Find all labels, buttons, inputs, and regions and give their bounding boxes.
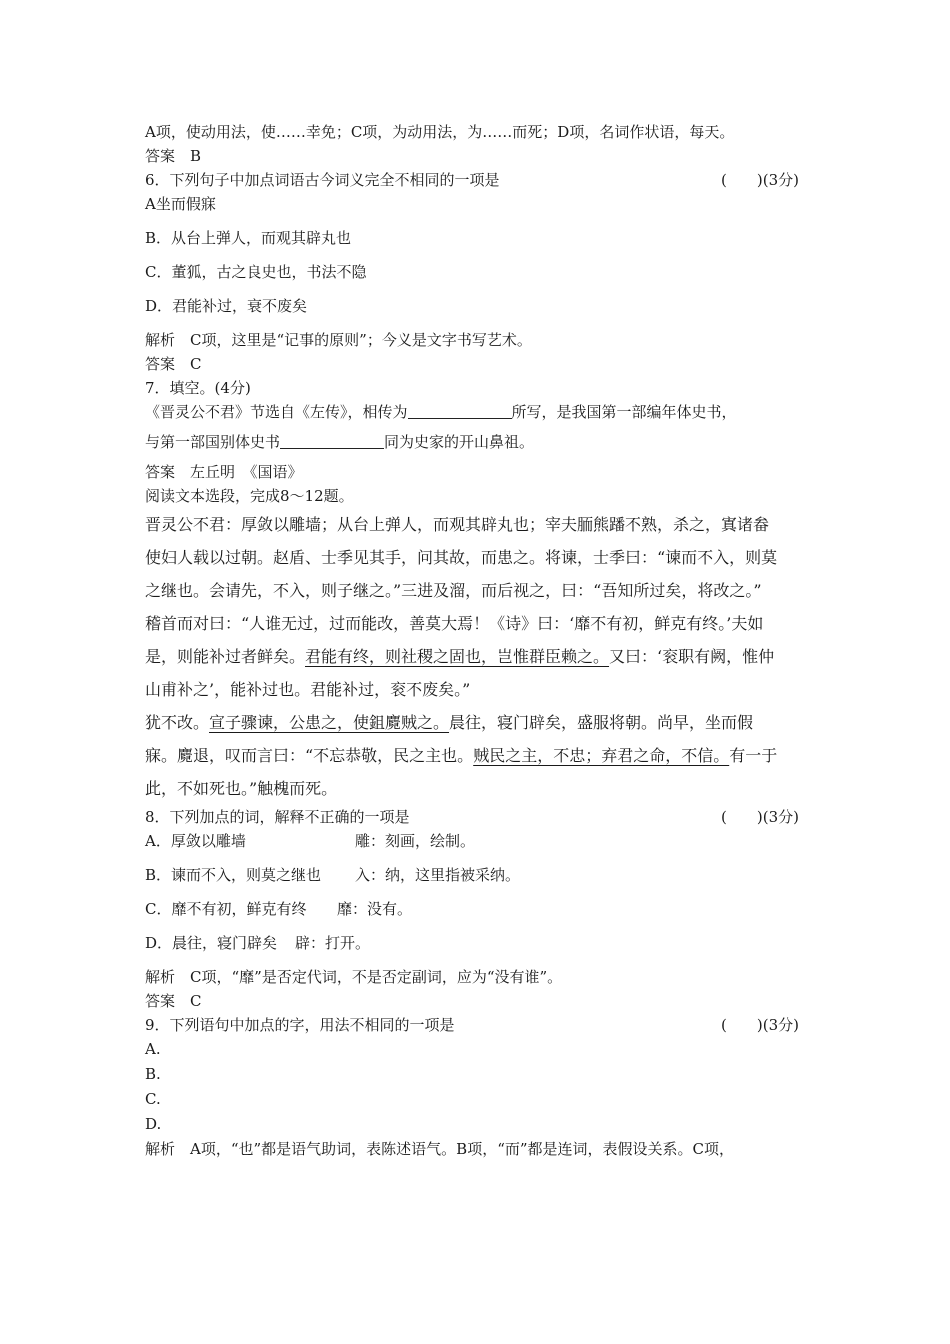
q5-analysis: A项，使动用法，使……幸免；C项，为动用法，为……而死；D项，名词作状语，每天。 xyxy=(145,123,735,141)
passage-text: 寐。麑退，叹而言曰：“不忘恭敬，民之主也。 xyxy=(145,746,474,765)
q9-analysis: 解析 A项，“也”都是语气助词，表陈述语气。B项，“而”都是连词，表假设关系。C项， xyxy=(145,1140,735,1158)
q7-fill-text-1b: 所写，是我国第一部编年体史书， xyxy=(511,403,737,421)
q6-analysis: 解析 C项，这里是“记事的原则”；今义是文字书写艺术。 xyxy=(145,331,532,349)
q7-fill-line-1 xyxy=(145,400,807,430)
q8-option-a-text: A．厚敛以雕墙 xyxy=(145,832,246,850)
q7-fill-line-2 xyxy=(145,430,807,460)
q8-option-d-gloss: 辟：打开。 xyxy=(295,934,371,952)
document-page xyxy=(145,120,807,1161)
underlined-sentence: 宣子骤谏，公患之，使鉏麑贼之。 xyxy=(209,713,450,732)
passage-line: 此，不如死也。”触槐而死。 xyxy=(145,779,338,798)
q9-stem xyxy=(145,1013,807,1037)
q6-option-a: A坐而假寐 xyxy=(145,195,216,213)
passage-text: 又曰：‘衮职有阙，惟仲 xyxy=(609,647,775,666)
q8-option-c xyxy=(145,897,807,931)
q8-option-d-text: D．晨往，寝门辟矣 xyxy=(145,934,278,952)
q8-option-d xyxy=(145,931,807,965)
passage-line: 山甫补之’，能补过也。君能补过，衮不废矣。” xyxy=(145,680,471,699)
passage-text: 晨往，寝门辟矣，盛服将朝。尚早，坐而假 xyxy=(449,713,754,732)
passage-text: 犹不改。 xyxy=(145,713,210,732)
q7-answer: 答案 左丘明 《国语》 xyxy=(145,463,303,481)
q9-option-c: C. xyxy=(145,1090,161,1108)
q8-score: ( )(3分) xyxy=(721,808,799,826)
q8-stem-text: 8．下列加点的词，解释不正确的一项是 xyxy=(145,808,410,826)
q7-stem: 7．填空。(4分) xyxy=(145,379,251,397)
q7-fill-text-2a: 与第一部国别体史书 xyxy=(145,433,281,451)
q6-option-c: C．董狐，古之良史也，书法不隐 xyxy=(145,263,367,281)
q5-answer: 答案 B xyxy=(145,147,202,165)
underlined-sentence: 君能有终，则社稷之固也，岂惟群臣赖之。 xyxy=(305,647,610,666)
q7-fill-text-2b: 同为史家的开山鼻祖。 xyxy=(384,433,535,451)
passage-text: 有一于 xyxy=(729,746,778,765)
q8-option-a xyxy=(145,829,807,863)
q8-stem xyxy=(145,805,807,829)
passage-text: 是，则能补过者鲜矣。 xyxy=(145,647,306,666)
passage-line: 晋灵公不君：厚敛以雕墙；从台上弹人，而观其辟丸也；宰夫胹熊蹯不熟，杀之，寘诸畚 xyxy=(145,515,770,534)
q8-option-b-text: B．谏而不入，则莫之继也 xyxy=(145,866,322,884)
passage-line xyxy=(145,706,807,739)
q6-score: ( )(3分) xyxy=(721,171,799,189)
q8-answer: 答案 C xyxy=(145,992,202,1010)
q6-option-d: D．君能补过，衰不废矣 xyxy=(145,297,308,315)
q7-blank-2 xyxy=(280,432,384,449)
q8-option-c-text: C．靡不有初，鲜克有终 xyxy=(145,900,307,918)
q6-option-b: B．从台上弹人，而观其辟丸也 xyxy=(145,229,352,247)
passage xyxy=(145,508,807,805)
passage-line xyxy=(145,739,807,772)
passage-line: 使妇人载以过朝。赵盾、士季见其手，问其故，而患之。将谏，士季曰：“谏而不入，则莫 xyxy=(145,548,778,567)
underlined-sentence: 贼民之主，不忠；弃君之命，不信。 xyxy=(473,746,730,765)
q7-blank-1 xyxy=(408,402,512,419)
q6-stem xyxy=(145,168,807,192)
q6-stem-text: 6．下列句子中加点词语古今词义完全不相同的一项是 xyxy=(145,171,500,189)
q8-option-b xyxy=(145,863,807,897)
passage-line xyxy=(145,640,807,673)
q6-answer: 答案 C xyxy=(145,355,202,373)
q9-option-a: A. xyxy=(145,1040,161,1058)
q9-stem-text: 9．下列语句中加点的字，用法不相同的一项是 xyxy=(145,1016,455,1034)
passage-line: 稽首而对曰：“人谁无过，过而能改，善莫大焉！《诗》曰：‘靡不有初，鲜克有终。’夫如 xyxy=(145,614,764,633)
q9-score: ( )(3分) xyxy=(721,1016,799,1034)
passage-line: 之继也。会请先，不入，则子继之。”三进及溜，而后视之，曰：“吾知所过矣，将改之。” xyxy=(145,581,762,600)
q8-analysis: 解析 C项，“靡”是否定代词，不是否定副词，应为“没有谁”。 xyxy=(145,968,563,986)
reading-intro: 阅读文本选段，完成8～12题。 xyxy=(145,487,354,505)
q9-option-b: B. xyxy=(145,1065,161,1083)
q8-option-c-gloss: 靡：没有。 xyxy=(337,900,413,918)
q8-option-b-gloss: 入：纳，这里指被采纳。 xyxy=(355,866,521,884)
q8-option-a-gloss: 雕：刻画，绘制。 xyxy=(355,832,476,850)
q9-option-d: D. xyxy=(145,1115,162,1133)
q7-fill-text-1a: 《晋灵公不君》节选自《左传》，相传为 xyxy=(145,403,408,421)
